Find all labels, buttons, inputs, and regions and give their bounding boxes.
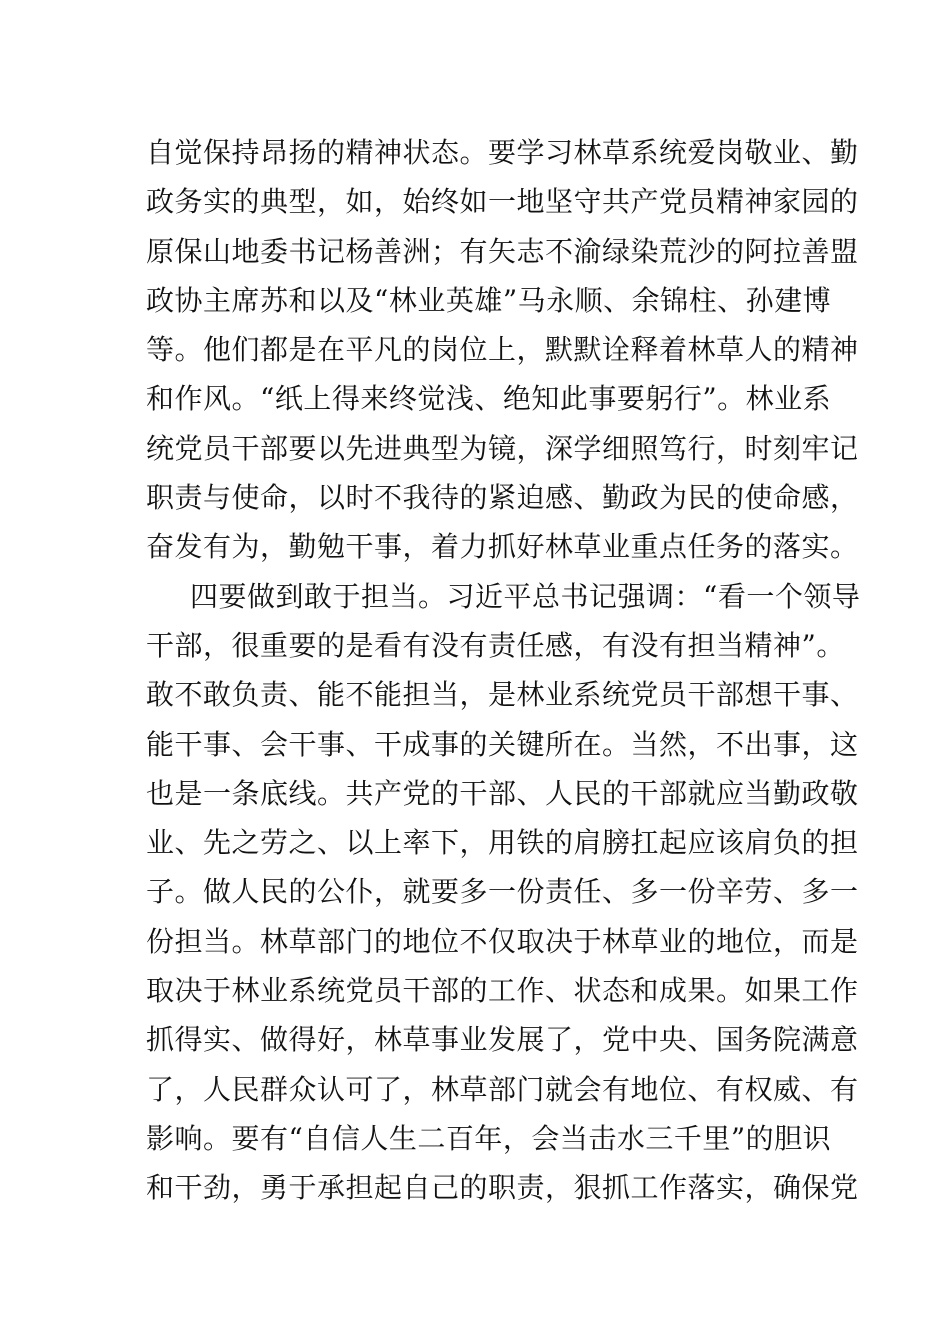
text-line: 了，人民群众认可了，林草部门就会有地位、有权威、有 (146, 1072, 859, 1106)
text-line: 抓得实、做得好，林草事业发展了，党中央、国务院满意 (146, 1023, 859, 1057)
text-line: 和作风。“纸上得来终觉浅、绝知此事要躬行”。林业系 (146, 382, 832, 416)
text-line: 干部，很重要的是看有没有责任感，有没有担当精神”。 (146, 628, 845, 662)
text-line: 和干劲，勇于承担起自己的职责，狠抓工作落实，确保党 (146, 1171, 859, 1205)
text-line: 政协主席苏和以及“林业英雄”马永顺、余锦柱、孙建博 (146, 283, 832, 317)
text-line: 业、先之劳之、以上率下，用铁的肩膀扛起应该肩负的担 (146, 826, 859, 860)
text-line: 子。做人民的公仆，就要多一份责任、多一份辛劳、多一 (146, 875, 859, 909)
text-line: 也是一条底线。共产党的干部、人民的干部就应当勤政敬 (146, 776, 859, 810)
text-line: 自觉保持昂扬的精神状态。要学习林草系统爱岗敬业、勤 (146, 136, 859, 169)
text-line: 取决于林业系统党员干部的工作、状态和成果。如果工作 (146, 974, 859, 1008)
text-line: 原保山地委书记杨善洲；有矢志不渝绿染荒沙的阿拉善盟 (146, 234, 859, 268)
text-line: 等。他们都是在平凡的岗位上，默默诠释着林草人的精神 (146, 333, 859, 367)
text-line: 职责与使命，以时不我待的紧迫感、勤政为民的使命感， (146, 481, 859, 515)
text-line: 统党员干部要以先进典型为镜，深学细照笃行，时刻牢记 (146, 431, 859, 465)
text-line: 影响。要有“自信人生二百年，会当击水三千里”的胆识 (146, 1121, 832, 1155)
text-line: 政务实的典型，如，始终如一地坚守共产党员精神家园的 (146, 185, 859, 219)
paragraph-end-line: 奋发有为，勤勉干事，着力抓好林草业重点任务的落实。 (146, 530, 859, 564)
text-line: 能干事、会干事、干成事的关键所在。当然，不出事，这 (146, 727, 859, 761)
text-line: 份担当。林草部门的地位不仅取决于林草业的地位，而是 (146, 924, 859, 958)
text-line: 敢不敢负责、能不能担当，是林业系统党员干部想干事、 (146, 678, 859, 712)
body-text (146, 128, 861, 1213)
paragraph-start-line: 四要做到敢于担当。习近平总书记强调：“看一个领导 (190, 579, 861, 613)
